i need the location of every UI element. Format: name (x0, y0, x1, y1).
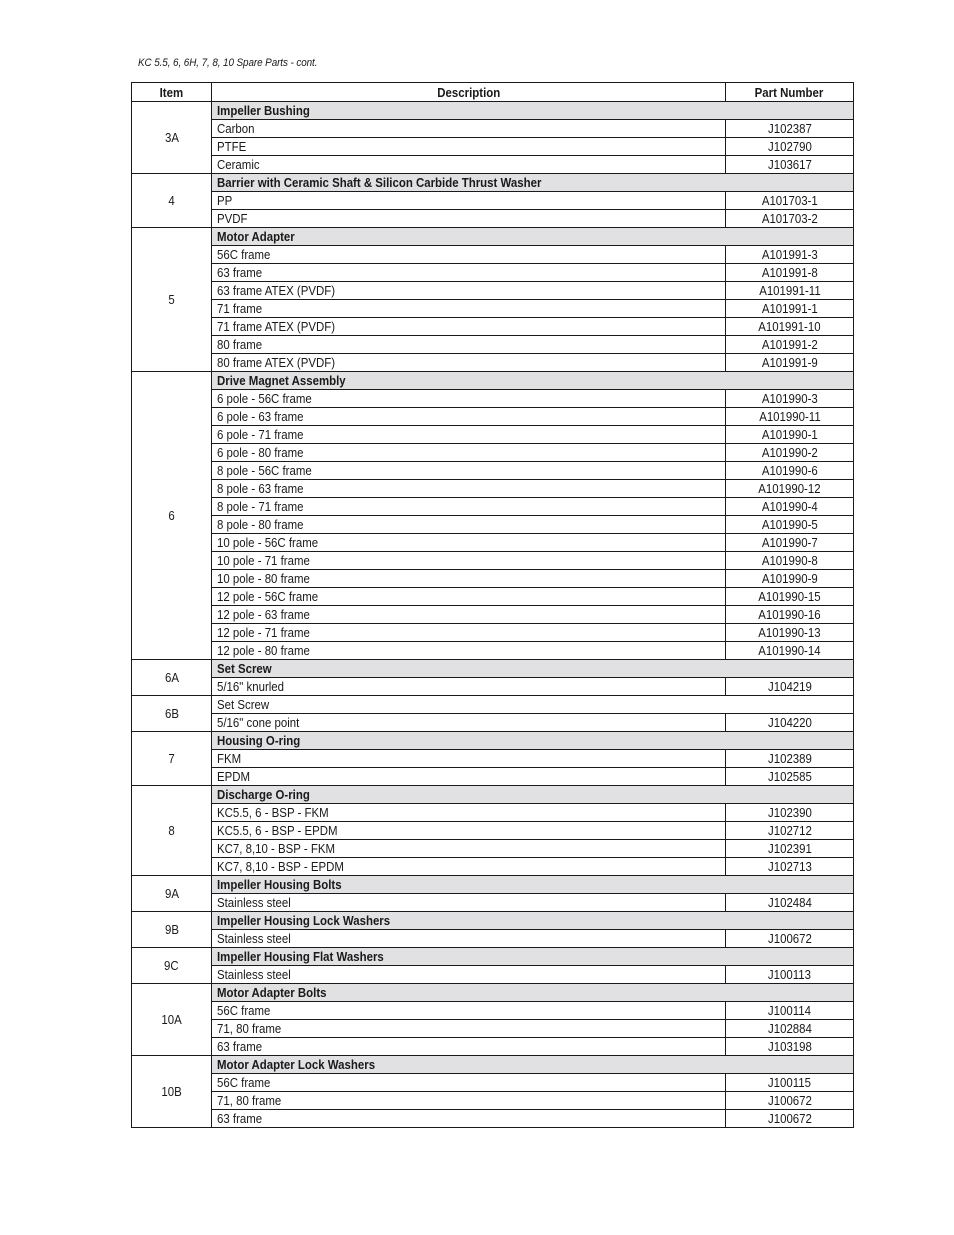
part-number-cell: J102713 (726, 858, 854, 876)
part-number-cell: A101703-1 (726, 192, 854, 210)
group-heading-cell: Motor Adapter Lock Washers (212, 1056, 854, 1074)
table-row (132, 120, 854, 138)
description-cell: 8 pole - 63 frame (212, 480, 726, 498)
part-number-cell: J102389 (726, 750, 854, 768)
description-cell: KC5.5, 6 - BSP - EPDM (212, 822, 726, 840)
group-heading-row (132, 1056, 854, 1074)
part-number-cell: A101991-10 (726, 318, 854, 336)
table-row (132, 444, 854, 462)
part-number-cell: J103198 (726, 1038, 854, 1056)
table-row (132, 714, 854, 732)
group-heading-row (132, 174, 854, 192)
part-number-cell: J104219 (726, 678, 854, 696)
table-row (132, 408, 854, 426)
header-row (132, 83, 854, 102)
table-body (132, 102, 854, 1128)
description-cell: 71, 80 frame (212, 1020, 726, 1038)
group-heading-cell: Impeller Housing Flat Washers (212, 948, 854, 966)
part-number-cell: J100672 (726, 1092, 854, 1110)
description-cell: 8 pole - 71 frame (212, 498, 726, 516)
group-heading-cell: Set Screw (212, 696, 854, 714)
description-cell: 5/16" knurled (212, 678, 726, 696)
table-row (132, 570, 854, 588)
table-row (132, 192, 854, 210)
description-cell: 10 pole - 56C frame (212, 534, 726, 552)
group-heading-cell: Impeller Housing Bolts (212, 876, 854, 894)
item-number-cell: 8 (132, 786, 212, 876)
description-cell: KC7, 8,10 - BSP - EPDM (212, 858, 726, 876)
group-heading-row (132, 228, 854, 246)
part-number-cell: A101991-11 (726, 282, 854, 300)
table-row (132, 1074, 854, 1092)
part-number-cell: A101991-2 (726, 336, 854, 354)
table-row (132, 606, 854, 624)
description-cell: 12 pole - 56C frame (212, 588, 726, 606)
part-number-cell: A101990-9 (726, 570, 854, 588)
item-number-cell: 3A (132, 102, 212, 174)
part-number-cell: A101990-7 (726, 534, 854, 552)
table-row (132, 210, 854, 228)
table-row (132, 480, 854, 498)
item-number-cell: 5 (132, 228, 212, 372)
part-number-cell: J100115 (726, 1074, 854, 1092)
item-number-cell: 9A (132, 876, 212, 912)
group-heading-row (132, 660, 854, 678)
part-number-cell: A101990-13 (726, 624, 854, 642)
description-cell: 10 pole - 71 frame (212, 552, 726, 570)
part-number-cell: A101990-3 (726, 390, 854, 408)
description-cell: 12 pole - 80 frame (212, 642, 726, 660)
part-number-cell: J102585 (726, 768, 854, 786)
part-number-cell: A101991-1 (726, 300, 854, 318)
description-cell: 71 frame ATEX (PVDF) (212, 318, 726, 336)
group-heading-row (132, 912, 854, 930)
description-cell: Stainless steel (212, 966, 726, 984)
part-number-cell: J100672 (726, 1110, 854, 1128)
part-number-cell: A101991-3 (726, 246, 854, 264)
table-row (132, 426, 854, 444)
group-heading-cell: Set Screw (212, 660, 854, 678)
description-cell: 71, 80 frame (212, 1092, 726, 1110)
item-number-cell: 10B (132, 1056, 212, 1128)
description-cell: Stainless steel (212, 930, 726, 948)
item-number-cell: 10A (132, 984, 212, 1056)
description-cell: 8 pole - 80 frame (212, 516, 726, 534)
page-header: KC 5.5, 6, 6H, 7, 8, 10 Spare Parts - cont. (138, 57, 318, 69)
description-cell: 63 frame (212, 264, 726, 282)
table-row (132, 390, 854, 408)
description-cell: FKM (212, 750, 726, 768)
part-number-cell: J100113 (726, 966, 854, 984)
table-row (132, 552, 854, 570)
description-cell: 6 pole - 71 frame (212, 426, 726, 444)
part-number-cell: A101990-15 (726, 588, 854, 606)
table-row (132, 768, 854, 786)
part-number-cell: A101991-8 (726, 264, 854, 282)
description-cell: 12 pole - 63 frame (212, 606, 726, 624)
part-number-cell: J102390 (726, 804, 854, 822)
description-cell: Stainless steel (212, 894, 726, 912)
column-header-part-number: Part Number (726, 83, 854, 102)
description-cell: Ceramic (212, 156, 726, 174)
spare-parts-table (131, 82, 854, 1128)
table-row (132, 516, 854, 534)
group-heading-row (132, 948, 854, 966)
description-cell: 63 frame ATEX (PVDF) (212, 282, 726, 300)
description-cell: KC7, 8,10 - BSP - FKM (212, 840, 726, 858)
part-number-cell: A101990-14 (726, 642, 854, 660)
description-cell: 56C frame (212, 1074, 726, 1092)
table-row (132, 678, 854, 696)
group-heading-row (132, 696, 854, 714)
column-header-description: Description (212, 83, 726, 102)
table-row (132, 840, 854, 858)
table-row (132, 318, 854, 336)
table-row (132, 336, 854, 354)
group-heading-row (132, 876, 854, 894)
group-heading-cell: Impeller Housing Lock Washers (212, 912, 854, 930)
description-cell: 63 frame (212, 1038, 726, 1056)
table-row (132, 1020, 854, 1038)
part-number-cell: A101990-2 (726, 444, 854, 462)
description-cell: 71 frame (212, 300, 726, 318)
table-row (132, 588, 854, 606)
item-number-cell: 9B (132, 912, 212, 948)
part-number-cell: A101991-9 (726, 354, 854, 372)
description-cell: 80 frame (212, 336, 726, 354)
part-number-cell: A101990-16 (726, 606, 854, 624)
item-number-cell: 9C (132, 948, 212, 984)
table-row (132, 1110, 854, 1128)
description-cell: Carbon (212, 120, 726, 138)
description-cell: 10 pole - 80 frame (212, 570, 726, 588)
table-row (132, 822, 854, 840)
table-row (132, 1038, 854, 1056)
description-cell: 8 pole - 56C frame (212, 462, 726, 480)
part-number-cell: J102884 (726, 1020, 854, 1038)
part-number-cell: J103617 (726, 156, 854, 174)
part-number-cell: J102790 (726, 138, 854, 156)
table-row (132, 300, 854, 318)
part-number-cell: J100672 (726, 930, 854, 948)
table-row (132, 462, 854, 480)
group-heading-cell: Motor Adapter Bolts (212, 984, 854, 1002)
table-row (132, 156, 854, 174)
table-row (132, 1002, 854, 1020)
part-number-cell: A101990-5 (726, 516, 854, 534)
description-cell: 6 pole - 56C frame (212, 390, 726, 408)
table-row (132, 498, 854, 516)
part-number-cell: A101990-12 (726, 480, 854, 498)
item-number-cell: 7 (132, 732, 212, 786)
part-number-cell: A101990-6 (726, 462, 854, 480)
group-heading-cell: Discharge O-ring (212, 786, 854, 804)
description-cell: 56C frame (212, 246, 726, 264)
part-number-cell: A101990-1 (726, 426, 854, 444)
part-number-cell: J102391 (726, 840, 854, 858)
part-number-cell: A101990-11 (726, 408, 854, 426)
item-number-cell: 6B (132, 696, 212, 732)
table-row (132, 750, 854, 768)
group-heading-cell: Barrier with Ceramic Shaft & Silicon Carbide Thrust Washer (212, 174, 854, 192)
table-row (132, 246, 854, 264)
item-number-cell: 4 (132, 174, 212, 228)
part-number-cell: A101990-4 (726, 498, 854, 516)
table-row (132, 966, 854, 984)
description-cell: 6 pole - 80 frame (212, 444, 726, 462)
description-cell: 5/16" cone point (212, 714, 726, 732)
table-row (132, 624, 854, 642)
part-number-cell: A101703-2 (726, 210, 854, 228)
table-row (132, 354, 854, 372)
table-row (132, 642, 854, 660)
table-row (132, 264, 854, 282)
table-row (132, 804, 854, 822)
column-header-item: Item (132, 83, 212, 102)
description-cell: 12 pole - 71 frame (212, 624, 726, 642)
group-heading-cell: Housing O-ring (212, 732, 854, 750)
description-cell: PVDF (212, 210, 726, 228)
description-cell: KC5.5, 6 - BSP - FKM (212, 804, 726, 822)
group-heading-cell: Impeller Bushing (212, 102, 854, 120)
item-number-cell: 6A (132, 660, 212, 696)
group-heading-row (132, 102, 854, 120)
table-row (132, 138, 854, 156)
description-cell: 6 pole - 63 frame (212, 408, 726, 426)
description-cell: 80 frame ATEX (PVDF) (212, 354, 726, 372)
part-number-cell: J100114 (726, 1002, 854, 1020)
table-row (132, 930, 854, 948)
group-heading-row (132, 372, 854, 390)
group-heading-row (132, 732, 854, 750)
table-row (132, 534, 854, 552)
group-heading-cell: Motor Adapter (212, 228, 854, 246)
part-number-cell: J102712 (726, 822, 854, 840)
group-heading-row (132, 984, 854, 1002)
table-row (132, 282, 854, 300)
description-cell: 63 frame (212, 1110, 726, 1128)
group-heading-row (132, 786, 854, 804)
item-number-cell: 6 (132, 372, 212, 660)
table-row (132, 858, 854, 876)
part-number-cell: A101990-8 (726, 552, 854, 570)
group-heading-cell: Drive Magnet Assembly (212, 372, 854, 390)
description-cell: 56C frame (212, 1002, 726, 1020)
table-row (132, 1092, 854, 1110)
table-header (132, 83, 854, 102)
description-cell: EPDM (212, 768, 726, 786)
part-number-cell: J102387 (726, 120, 854, 138)
part-number-cell: J102484 (726, 894, 854, 912)
description-cell: PP (212, 192, 726, 210)
table-row (132, 894, 854, 912)
description-cell: PTFE (212, 138, 726, 156)
part-number-cell: J104220 (726, 714, 854, 732)
